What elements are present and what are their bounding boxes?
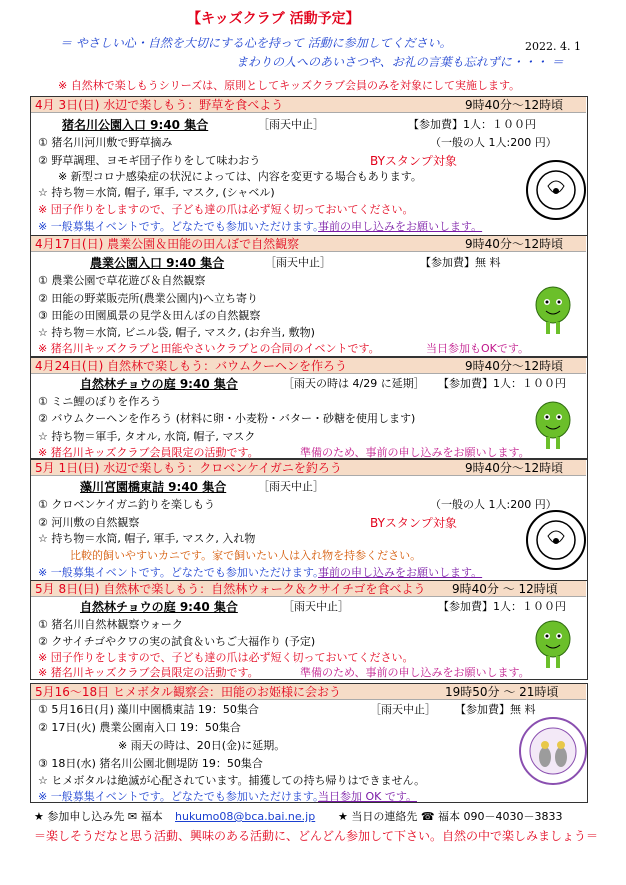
event-5-red-note-2: ※ 猪名川キッズクラブ会員限定の活動です。 [38, 666, 259, 679]
event-1-heading: 4月 3日(日) 水辺で楽しもう：野草を食べよう [35, 98, 284, 112]
event-4-heading: 5月 1日(日) 水辺で楽しもう：クロベンケイガニを釣ろう [35, 461, 342, 475]
by-stamp-icon [526, 160, 586, 220]
event-4-time: 9時40分～12時頃 [465, 461, 564, 475]
footer-closing: ＝楽しそうだなと思う活動、興味のある活動に、どんどん参加して下さい。自然の中で楽しみましょう＝ [34, 829, 599, 843]
event-1-by-stamp: BYスタンプ対象 [370, 154, 457, 168]
event-6-row-2: ② 17日(火) 農業公園南入口 19：50集合 [38, 721, 241, 734]
event-1-item-3: ※ 新型コロナ感染症の状況によっては、内容を変更する場合もあります。 [58, 170, 422, 183]
event-3-item-3: ☆ 持ち物＝軍手, タオル, 水筒, 帽子, マスク [38, 430, 256, 443]
event-4-orange-note: 比較的飼いやすいカニです。家で飼いたい人は入れ物を持参ください。 [70, 549, 422, 562]
event-2-place: 農業公園入口 9:40 集合 [90, 256, 225, 270]
page-title: 【キッズクラブ 活動予定】 [187, 11, 360, 27]
event-6-rain: ［雨天中止］ [370, 703, 436, 716]
event-4-rain: ［雨天中止］ [258, 480, 324, 493]
event-4-item-2: ② 河川敷の自然観察 [38, 516, 140, 529]
issue-date: 2022. 4. 1 [525, 40, 581, 53]
event-2-item-3: ③ 田能の田園風景の見学＆田んぼの自然観察 [38, 309, 261, 322]
event-3-rain: ［雨天の時は 4/29 に延期］ [283, 377, 425, 390]
footer-contact: ★ 当日の連絡先 ☎ 福本 090－4030－3833 [338, 810, 563, 823]
event-6-row-3: ※ 雨天の時は、20日(金)に延期。 [118, 739, 286, 752]
event-4-general-fee: （一般の人 1人:200 円） [430, 498, 557, 511]
mascot-icon [531, 283, 575, 341]
event-6-blue-note-b: 当日参加 OK です。 [318, 790, 417, 803]
event-4-blue-note: ※ 一般募集イベントです。どなたでも参加いただけます。 [38, 566, 324, 579]
event-3-blue-note-b: 準備のため、事前の申し込みをお願いします。 [300, 446, 530, 459]
event-1-blue-note-b: 事前の申し込みをお願いします。 [318, 220, 483, 233]
event-1-fee: 【参加費】1人：１００円 [408, 118, 536, 131]
motto-line-1: ＝ やさしい心・自然を大切にする心を持って 活動に参加してください。 [60, 36, 452, 50]
event-2-item-1: ① 農業公園で草花遊び＆自然観察 [38, 274, 206, 287]
event-1-rain: ［雨天中止］ [258, 118, 324, 131]
event-1-red-note: ※ 団子作りをしますので、子ども達の爪は必ず短く切っておいてください。 [38, 203, 414, 216]
event-6-blue-note: ※ 一般募集イベントです。どなたでも参加いただけます。 [38, 790, 324, 803]
event-3-item-2: ② バウムクーヘンを作ろう (材料に卵・小麦粉・バター・砂糖を使用します) [38, 412, 416, 425]
event-1-blue-note: ※ 一般募集イベントです。どなたでも参加いただけます。 [38, 220, 324, 233]
event-5-blue-note-b: 準備のため、事前の申し込みをお願いします。 [300, 666, 530, 679]
footer-apply: ★ 参加申し込み先 ✉ 福本 [34, 810, 163, 823]
event-2-fee: 【参加費】無 料 [420, 256, 501, 269]
event-1-place: 猪名川公園入口 9:40 集合 [62, 118, 209, 132]
event-4-item-3: ☆ 持ち物＝水筒, 帽子, 軍手, マスク, 入れ物 [38, 532, 256, 545]
by-stamp-icon [526, 510, 586, 570]
event-5-item-1: ① 猪名川自然林観察ウォーク [38, 618, 183, 631]
event-1-time: 9時40分～12時頃 [465, 98, 564, 112]
event-6-row-4: ③ 18日(水) 猪名川公園北側堤防 19：50集合 [38, 757, 263, 770]
event-3-fee: 【参加費】1人：１００円 [438, 377, 566, 390]
event-3-red-note: ※ 猪名川キッズクラブ会員限定の活動です。 [38, 446, 259, 459]
event-5-time: 9時40分 ～ 12時頃 [452, 582, 558, 596]
event-5-red-note: ※ 団子作りをしますので、子ども達の爪は必ず短く切っておいてください。 [38, 651, 414, 664]
firefly-club-stamp-icon [519, 717, 587, 785]
event-1-general-fee: （一般の人 1人:200 円） [430, 136, 557, 149]
event-6-heading: 5月16～18日 ヒメボタル観察会：田能のお姫様に会おう [35, 685, 341, 699]
event-6-row-1: ① 5月16日(月) 藻川中園橋東詰 19：50集合 [38, 703, 259, 716]
event-4-place: 藻川宮園橋東詰 9:40 集合 [80, 480, 227, 494]
event-3-item-1: ① ミニ鯉のぼりを作ろう [38, 395, 162, 408]
event-2-blue-note-b: 当日参加もOKです。 [426, 342, 529, 355]
event-2-red-note: ※ 猪名川キッズクラブと田能やさいクラブとの合同のイベントです。 [38, 342, 380, 355]
event-1-item-1: ① 猪名川河川敷で野草摘み [38, 136, 173, 149]
event-2-time: 9時40分～12時頃 [465, 237, 564, 251]
series-notice: ※ 自然林で楽しもうシリーズは、原則としてキッズクラブ会員のみを対象にして実施します。 [58, 79, 521, 92]
event-2-item-2: ② 田能の野菜販売所(農業公園内)へ立ち寄り [38, 292, 258, 305]
event-6-time: 19時50分 ～ 21時頃 [445, 685, 559, 699]
event-1-item-4: ☆ 持ち物＝水筒, 帽子, 軍手, マスク, (シャベル) [38, 186, 275, 199]
event-3-heading: 4月24日(日) 自然林で楽しもう：バウムクーヘンを作ろう [35, 359, 347, 373]
event-2-rain: ［雨天中止］ [265, 256, 331, 269]
event-3-place: 自然林チョウの庭 9:40 集合 [80, 377, 238, 391]
event-5-place: 自然林チョウの庭 9:40 集合 [80, 600, 238, 614]
event-5-fee: 【参加費】1人：１００円 [438, 600, 566, 613]
mascot-icon [531, 398, 575, 456]
event-3-time: 9時40分～12時頃 [465, 359, 564, 373]
event-4-item-1: ① クロベンケイガニ釣りを楽しもう [38, 498, 216, 511]
event-5-heading: 5月 8日(日) 自然林で楽しもう：自然林ウォーク＆クサイチゴを食べよう [35, 582, 426, 596]
event-6-row-5: ☆ ヒメボタルは絶滅が心配されています。捕獲しての持ち帰りはできません。 [38, 774, 426, 787]
motto-line-2: まわりの人へのあいさつや、お礼の言葉も忘れずに・・・ ＝ [236, 55, 564, 69]
event-2-item-4: ☆ 持ち物＝水筒, ビニル袋, 帽子, マスク, (お弁当, 敷物) [38, 326, 315, 339]
event-4-blue-note-b: 事前の申し込みをお願いします。 [318, 566, 483, 579]
event-4-by-stamp: BYスタンプ対象 [370, 516, 457, 530]
footer-email-link[interactable]: hukumo08@bca.bai.ne.jp [175, 810, 316, 823]
event-1-item-2: ② 野草調理、ヨモギ団子作りをして味わおう [38, 154, 261, 167]
mascot-icon [531, 617, 575, 675]
event-5-item-2: ② クサイチゴやクワの実の試食＆いちご大福作り (予定) [38, 635, 316, 648]
event-5-rain: ［雨天中止］ [283, 600, 349, 613]
event-6-fee: 【参加費】無 料 [455, 703, 536, 716]
event-2-heading: 4月17日(日) 農業公園＆田能の田んぼで自然観察 [35, 237, 300, 251]
